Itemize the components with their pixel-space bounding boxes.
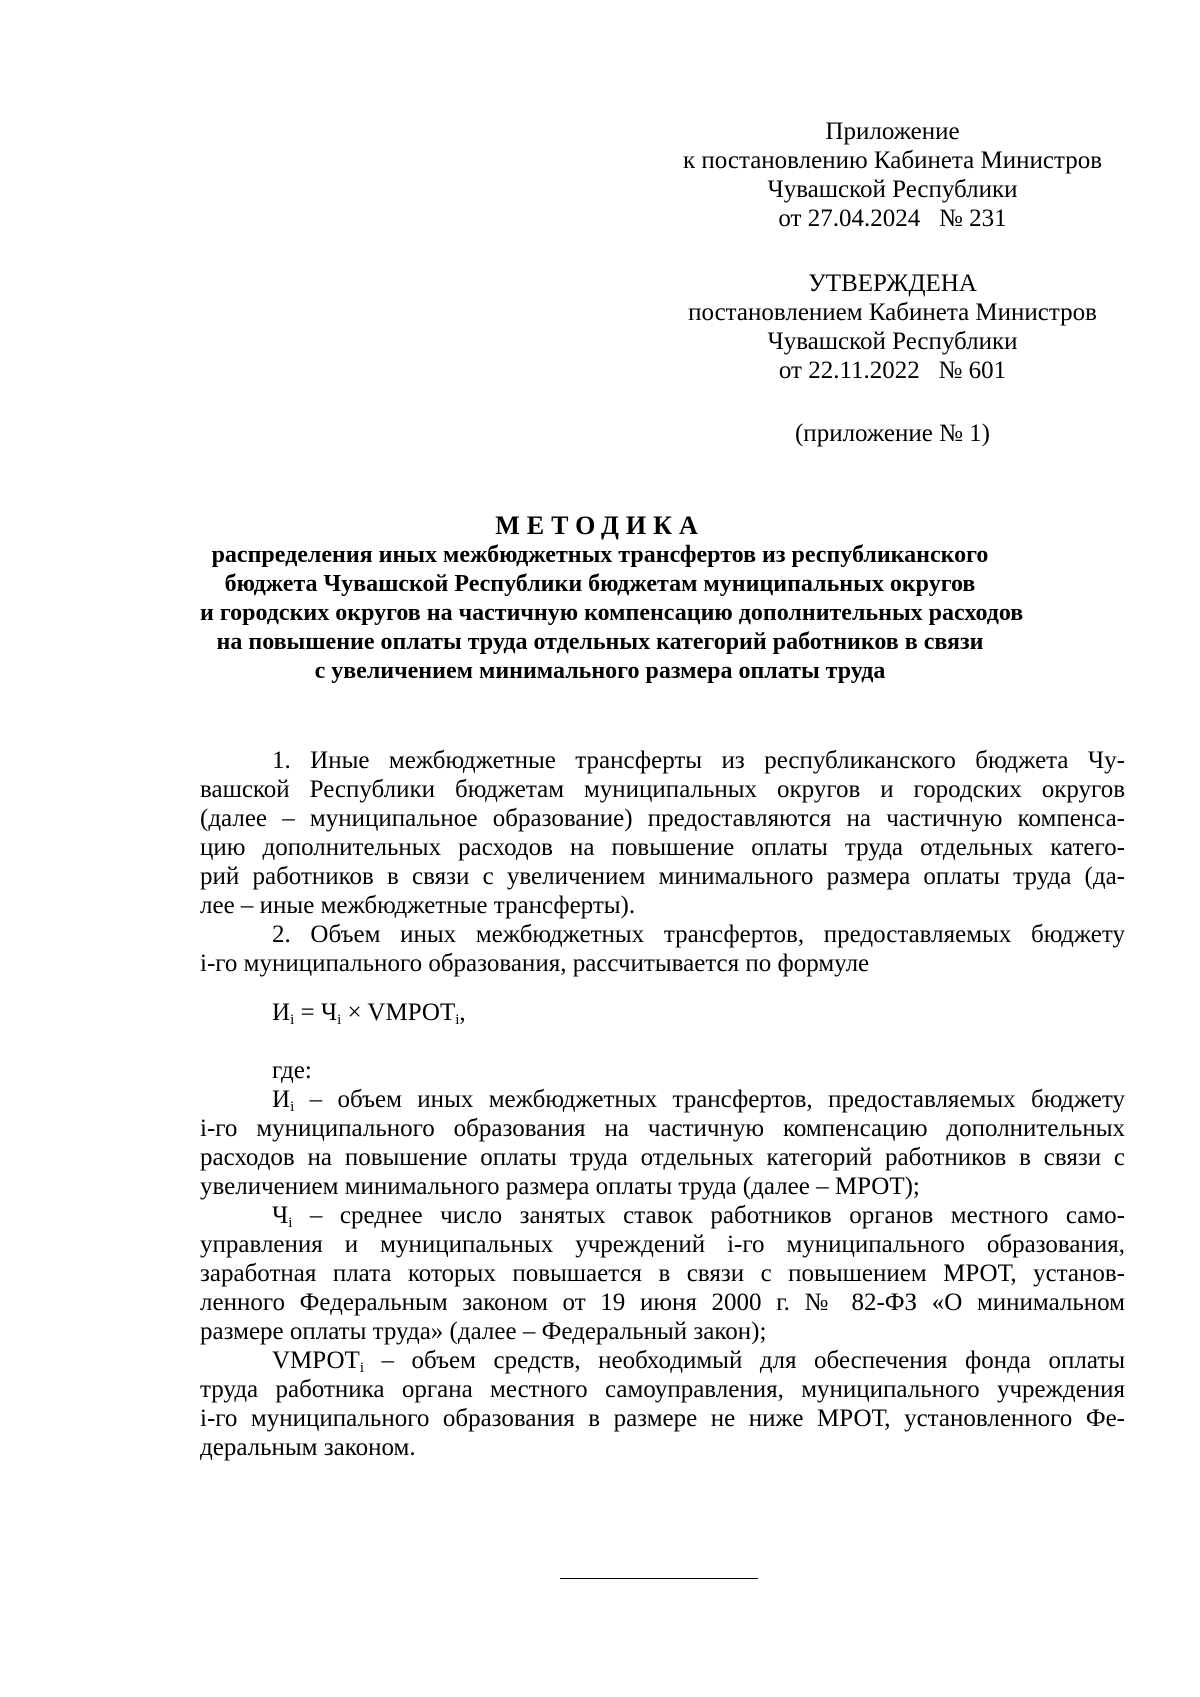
- definition-i: [200, 1085, 1125, 1201]
- formula-subscript: i: [290, 1012, 295, 1028]
- title-subtitle-line: на повышение оплаты труда отдельных категорий работников в связи: [216, 629, 984, 655]
- text-line: деральным законом.: [200, 1434, 416, 1461]
- paragraph-1: [200, 746, 1125, 920]
- text-line: управления и муниципальных учреждений i-го муниципального образования,: [200, 1231, 1125, 1258]
- definition-v: [200, 1346, 1125, 1462]
- text-line: рий работников в связи с увеличением минимального размера оплаты труда (да-: [200, 863, 1125, 890]
- appendix-header-line: к постановлению Кабинета Министров: [682, 147, 1103, 174]
- text-line: ленного Федеральным законом от 19 июня 2000 г. № 82-ФЗ «О минимальном: [200, 1289, 1125, 1316]
- title-subtitle-line: бюджета Чувашской Республики бюджетам муниципальных округов: [224, 571, 976, 597]
- text-line: [200, 1201, 1125, 1230]
- text-line: [200, 1346, 1125, 1375]
- definition-symbol: И: [272, 1086, 291, 1113]
- paragraph-2: [200, 920, 1125, 978]
- document-title: [200, 511, 1024, 686]
- text-line: i-го муниципального образования на частичную компенсацию дополнительных: [200, 1115, 1125, 1142]
- definition-text: – среднее число занятых ставок работников органов местного само-: [292, 1202, 1125, 1229]
- formula-part: ,: [459, 999, 466, 1026]
- text-line: лее – иные межбюджетные трансферты).: [200, 892, 636, 919]
- approved-header-line: постановлением Кабинета Министров: [688, 299, 1097, 326]
- text-line: [200, 1085, 1125, 1114]
- definition-ch: [200, 1201, 1125, 1346]
- approved-header: [660, 269, 1125, 385]
- text-line: вашской Республики бюджетам муниципальных округов и городских округов: [200, 776, 1125, 803]
- title-subtitle-line: с увеличением минимального размера оплаты труда: [314, 658, 886, 684]
- text-line: 2. Объем иных межбюджетных трансфертов, предоставляемых бюджету: [272, 921, 1125, 948]
- appendix-header-date: от 27.04.2024 № 231: [778, 205, 1007, 232]
- text-line: увеличением минимального размера оплаты труда (далее – МРОТ);: [200, 1173, 920, 1200]
- formula: [200, 998, 1125, 1027]
- text-line: i-го муниципального образования в размере не ниже МРОТ, установленного Фе-: [200, 1405, 1125, 1432]
- approved-header-line: УТВЕРЖДЕНА: [808, 270, 977, 297]
- appendix-header-line: Чувашской Республики: [767, 176, 1018, 203]
- text-line: труда работника органа местного самоуправления, муниципального учреждения: [200, 1376, 1125, 1403]
- text-line: расходов на повышение оплаты труда отдельных категорий работников в связи с: [200, 1144, 1125, 1171]
- definition-text: – объем иных межбюджетных трансфертов, предоставляемых бюджету: [294, 1086, 1125, 1113]
- text-line: размере оплаты труда» (далее – Федеральный закон);: [200, 1318, 767, 1345]
- approved-header-date: от 22.11.2022 № 601: [778, 357, 1007, 384]
- appendix-header-line: Приложение: [825, 118, 960, 145]
- appendix-note: (приложение № 1): [794, 420, 990, 447]
- text-line: i-го муниципального образования, рассчитывается по формуле: [200, 950, 870, 977]
- formula-part: И: [272, 999, 291, 1026]
- formula-subscript: i: [455, 1012, 460, 1028]
- text-line: цию дополнительных расходов на повышение оплаты труда отдельных катего-: [200, 834, 1125, 861]
- definition-text: – объем средств, необходимый для обеспечения фонда оплаты: [364, 1347, 1125, 1374]
- text-line: (далее – муниципальное образование) предоставляются на частичную компенса-: [200, 805, 1125, 832]
- title-main: МЕТОДИКА: [495, 511, 705, 540]
- text-line: 1. Иные межбюджетные трансферты из республиканского бюджета Чу-: [272, 747, 1125, 774]
- text-line: заработная плата которых повышается в связи с повышением МРОТ, установ-: [200, 1260, 1125, 1287]
- definition-symbol: VМРОТ: [272, 1347, 360, 1374]
- formula-part: = Ч: [294, 999, 338, 1026]
- where-label: где:: [272, 1057, 312, 1084]
- definition-subscript: i: [290, 1099, 295, 1115]
- title-subtitle-line: распределения иных межбюджетных трансфертов из республиканского: [211, 542, 989, 568]
- definition-symbol: Ч: [272, 1202, 289, 1229]
- definition-subscript: i: [288, 1215, 293, 1231]
- formula-part: × VМРОТ: [341, 999, 456, 1026]
- title-subtitle-line: и городских округов на частичную компенсацию дополнительных расходов: [200, 600, 1024, 626]
- formula-subscript: i: [337, 1012, 342, 1028]
- title-subtitle: [200, 541, 1024, 686]
- footer-divider: [560, 1578, 758, 1579]
- appendix-header: [660, 117, 1125, 233]
- definition-subscript: i: [359, 1360, 364, 1376]
- approved-header-line: Чувашской Республики: [767, 328, 1018, 355]
- document-body: [200, 746, 1125, 1462]
